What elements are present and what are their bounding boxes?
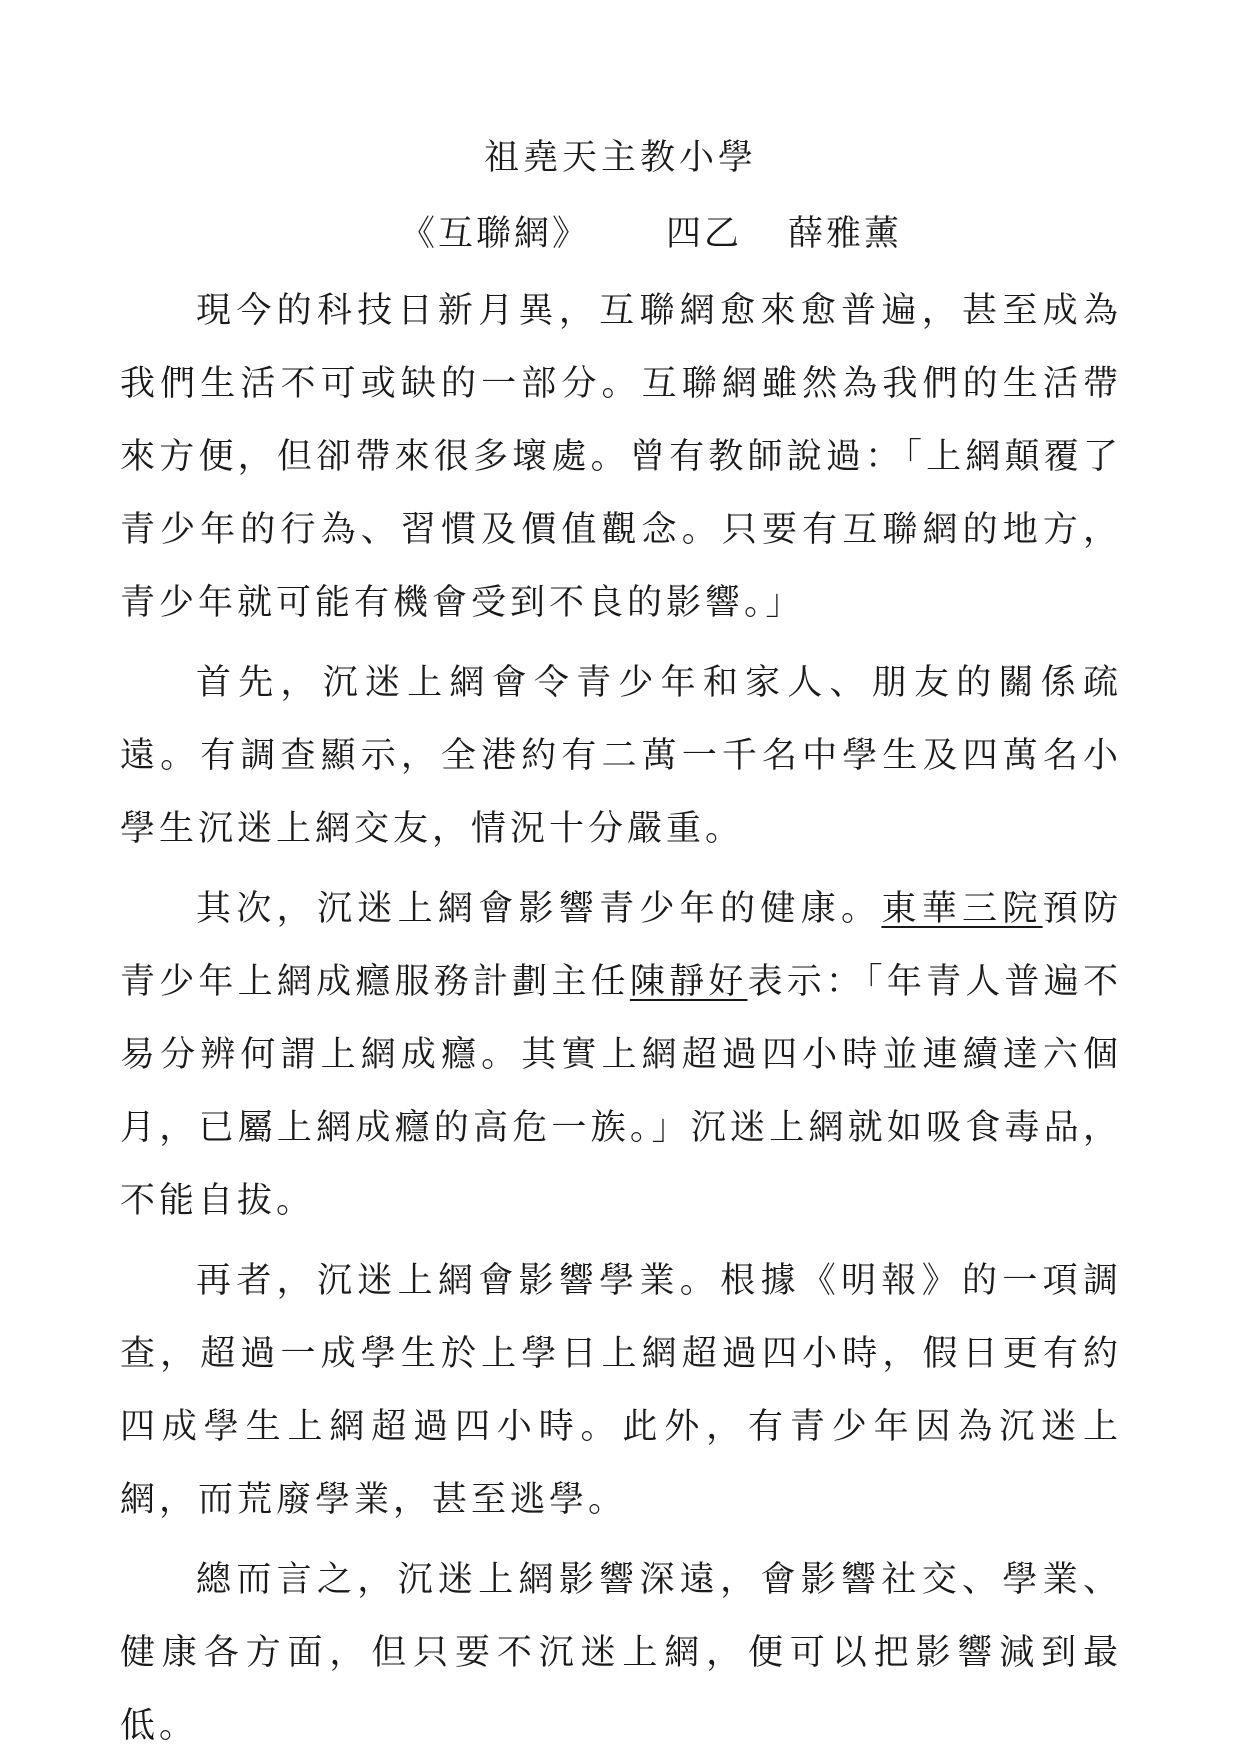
paragraph-text: 現今的科技日新月異，互聯網愈來愈普遍，甚至成為我們生活不可或缺的一部分。互聯網雖然為我們的生活帶來方便，但卻帶來很多壞處。曾有教師說過：「上網顛覆了青少年的行為、習慣及價值觀念。只要有互聯網的地方，青少年就可能有機會受到不良的影響。」 xyxy=(120,291,1122,623)
essay-title: 《互聯網》 xyxy=(400,214,591,254)
paragraph-text: 總而言之，沉迷上網影響深遠，會影響社交、學業、健康各方面，但只要不沉迷上網，便可以把影響減到最低。 xyxy=(120,1560,1122,1746)
person-name: 陳靜好 xyxy=(629,962,748,1002)
class-name: 四乙 xyxy=(666,214,743,254)
paragraph-text: 其次，沉迷上網會影響青少年的健康。 xyxy=(196,889,882,929)
paragraph-text: 首先，沉迷上網會令青少年和家人、朋友的關係疏遠。有調查顯示，全港約有二萬一千名中學生及四萬名小學生沉迷上網交友，情況十分嚴重。 xyxy=(120,663,1122,849)
paragraph-text: 預防青少年上網成癮服務計劃主任 xyxy=(120,889,1122,1002)
paragraph-conclusion xyxy=(120,1544,1122,1763)
essay-heading xyxy=(400,204,1200,264)
organization-name: 東華三院 xyxy=(881,889,1043,929)
paragraph-intro xyxy=(120,275,1122,640)
paragraph-first-point xyxy=(120,647,1122,866)
essay-body xyxy=(120,275,1122,1763)
paragraph-second-point xyxy=(120,873,1122,1238)
school-title: 祖堯天主教小學 xyxy=(483,138,757,178)
paragraph-third-point xyxy=(120,1245,1122,1537)
author-name: 薛雅薰 xyxy=(788,214,903,254)
paragraph-text: 再者，沉迷上網會影響學業。根據《明報》的一項調查，超過一成學生於上學日上網超過四小時，假日更有約四成學生上網超過四小時。此外，有青少年因為沉迷上網，而荒廢學業，甚至逃學。 xyxy=(120,1261,1122,1520)
paragraph-text: 表示：「年青人普遍不易分辨何謂上網成癮。其實上網超過四小時並連續達六個月，已屬上網成癮的高危一族。」沉迷上網就如吸食毒品，不能自拔。 xyxy=(120,962,1122,1221)
